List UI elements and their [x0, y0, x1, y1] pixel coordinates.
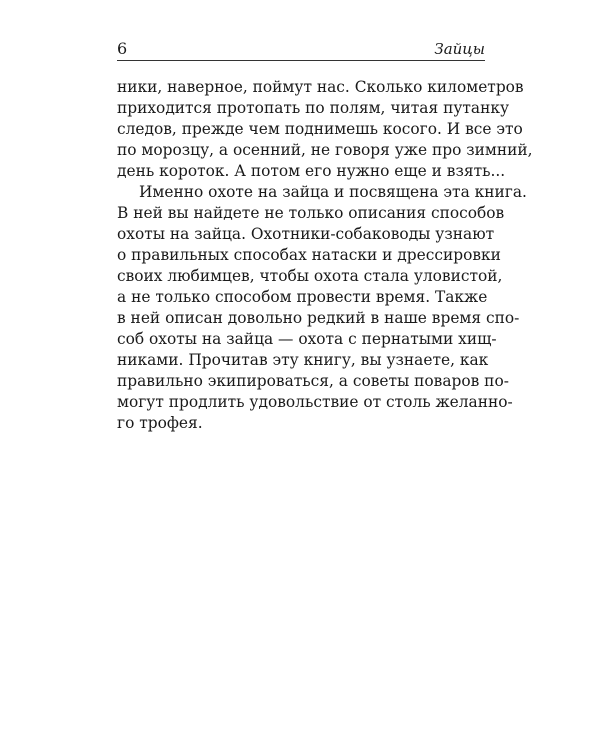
text-line: могут продлить удовольствие от столь желанно-: [117, 393, 513, 411]
text-line: В ней вы найдете не только описания способов: [117, 204, 505, 222]
text-line: Именно охоте на зайца и посвящена эта книга.: [139, 183, 527, 201]
text-line: правильно экипироваться, а советы поваров по-: [117, 372, 509, 390]
page-number: 6: [117, 39, 128, 58]
page-header: [117, 40, 485, 64]
paragraph-1: [117, 77, 533, 182]
text-line: приходится протопать по полям, читая путанку: [117, 99, 510, 117]
text-line: ники, наверное, поймут нас. Сколько километров: [117, 78, 524, 96]
text-line: о правильных способах натаски и дрессировки: [117, 246, 501, 264]
text-line: а не только способом провести время. Также: [117, 288, 488, 306]
text-line: следов, прежде чем поднимешь косого. И все это: [117, 120, 523, 138]
header-rule: [117, 60, 485, 61]
paragraph-2: [117, 182, 527, 434]
text-line: своих любимцев, чтобы охота стала уловистой,: [117, 267, 503, 285]
text-line: в ней описан довольно редкий в наше время спо-: [117, 309, 520, 327]
text-line: соб охоты на зайца — охота с пернатыми хищ-: [117, 330, 497, 348]
text-line: по морозцу, а осенний, не говоря уже про зимний,: [117, 141, 533, 159]
text-line: охоты на зайца. Охотники-собаководы узнают: [117, 225, 495, 243]
running-title: Зайцы: [434, 40, 485, 58]
body-text: [117, 77, 533, 434]
text-line: день короток. А потом его нужно еще и взять...: [117, 162, 506, 180]
text-line: го трофея.: [117, 414, 203, 432]
text-line: никами. Прочитав эту книгу, вы узнаете, как: [117, 351, 489, 369]
